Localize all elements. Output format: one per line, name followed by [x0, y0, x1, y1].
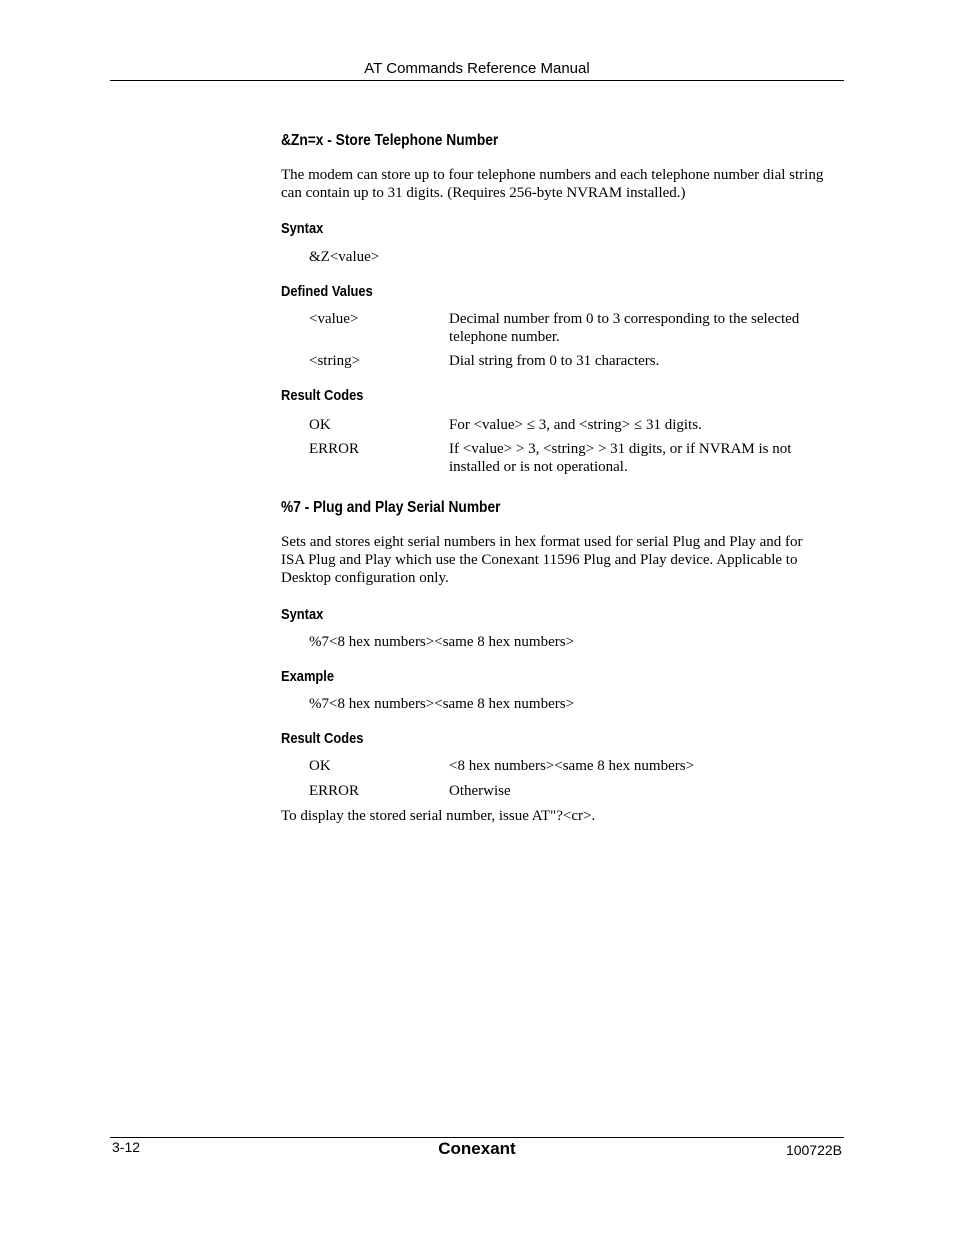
company-name: Conexant	[438, 1139, 516, 1158]
defined-term: <value>	[309, 311, 359, 327]
syntax-text: %7<8 hex numbers><same 8 hex numbers>	[309, 634, 575, 650]
section-heading-plug-and-play-serial-number: %7 - Plug and Play Serial Number	[281, 499, 501, 516]
result-code: OK	[309, 758, 331, 774]
syntax-heading: Syntax	[281, 606, 324, 623]
serial-number-note: To display the stored serial number, issue AT"?<cr>.	[281, 808, 596, 824]
syntax-text: &Z<value>	[309, 249, 380, 265]
example-heading: Example	[281, 668, 335, 685]
result-codes-heading: Result Codes	[281, 730, 364, 747]
section-heading-store-telephone-number: &Zn=x - Store Telephone Number	[281, 132, 499, 149]
result-code: ERROR	[309, 441, 360, 457]
result-description: If <value> > 3, <string> > 31 digits, or if NVRAM is not installed or is not operational.	[449, 441, 792, 475]
syntax-heading: Syntax	[281, 220, 324, 237]
result-codes-heading: Result Codes	[281, 387, 364, 404]
page-number: 3-12	[112, 1139, 141, 1155]
example-text: %7<8 hex numbers><same 8 hex numbers>	[309, 696, 575, 712]
result-description: <8 hex numbers><same 8 hex numbers>	[449, 758, 695, 774]
result-description: For <value> ≤ 3, and <string> ≤ 31 digits.	[449, 417, 702, 433]
result-description: Otherwise	[449, 783, 511, 799]
result-code: OK	[309, 417, 331, 433]
section-intro-paragraph: Sets and stores eight serial numbers in hex format used for serial Plug and Play and for ISA Plug and Play which use the Conexant 11596 Plug and Play device. Applicable to Desktop configuration only.	[281, 534, 803, 586]
document-number: 100722B	[785, 1142, 842, 1158]
defined-term: <string>	[309, 353, 361, 369]
header-rule	[110, 80, 844, 81]
running-header: AT Commands Reference Manual	[364, 60, 590, 77]
defined-description: Dial string from 0 to 31 characters.	[449, 353, 660, 369]
result-code: ERROR	[309, 783, 360, 799]
defined-description: Decimal number from 0 to 3 corresponding to the selected telephone number.	[449, 311, 800, 345]
footer-rule	[110, 1137, 844, 1138]
section-intro-paragraph: The modem can store up to four telephone numbers and each telephone number dial string can contain up to 31 digits. (Requires 256-byte NVRAM installed.)	[281, 167, 824, 201]
defined-values-heading: Defined Values	[281, 283, 373, 300]
